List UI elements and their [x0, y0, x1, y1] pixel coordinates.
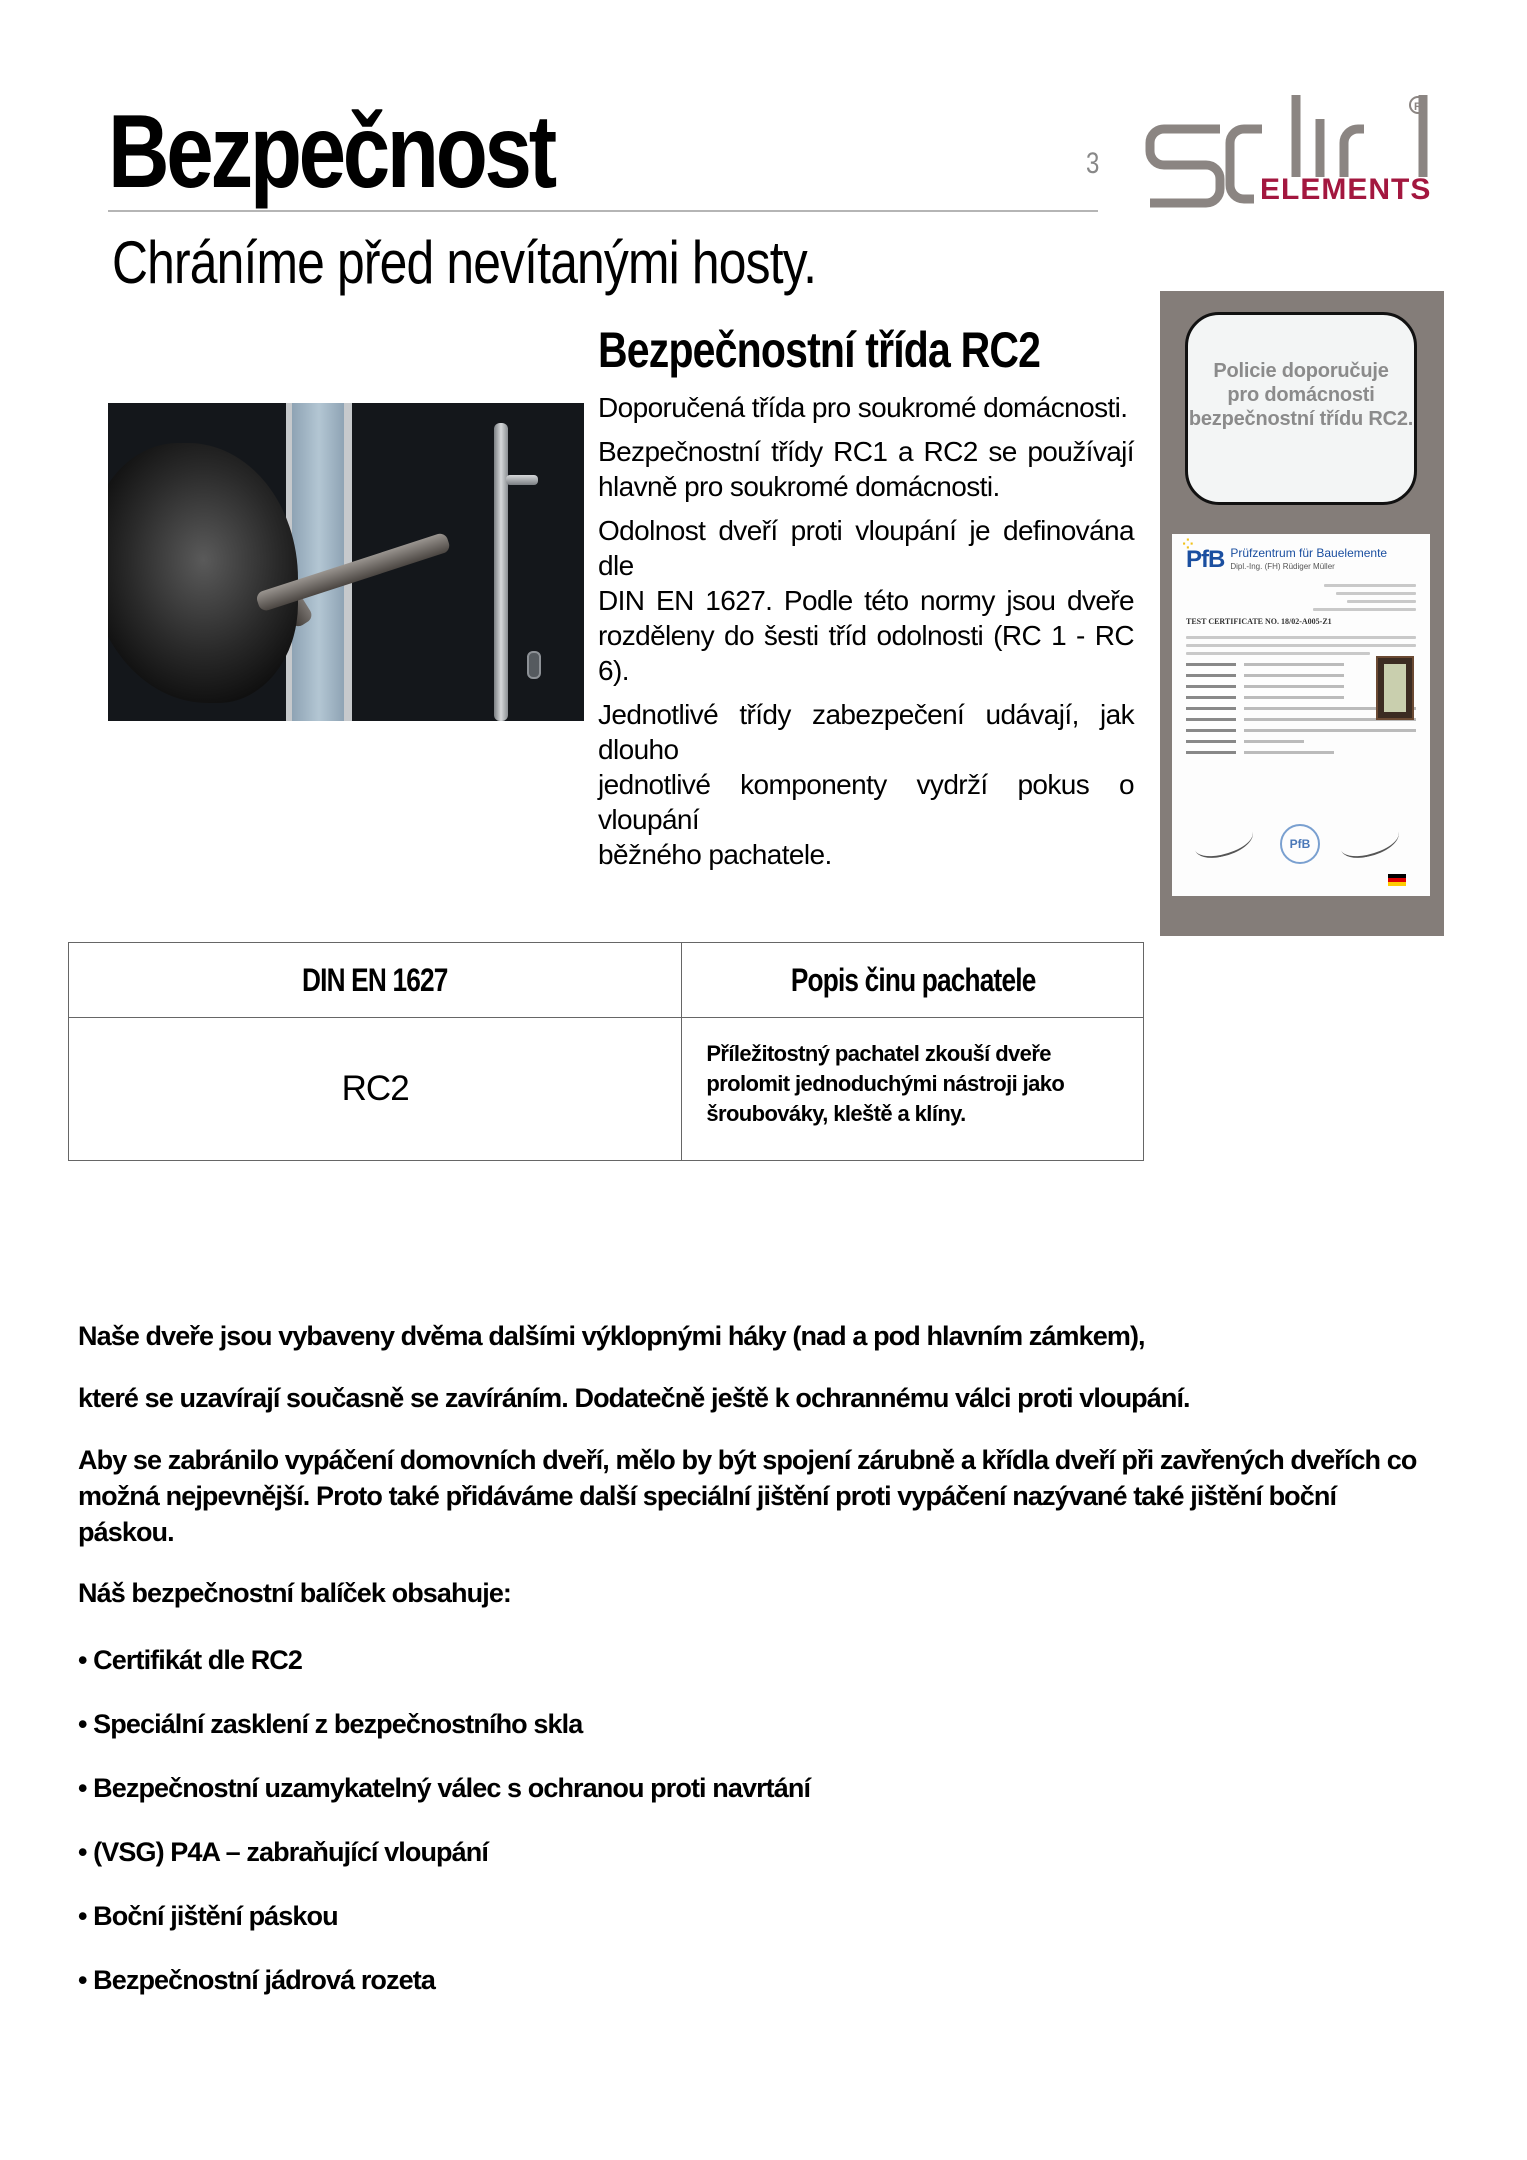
certificate-header	[1186, 546, 1416, 574]
text-line: rozděleny do šesti tříd odolnosti (RC 1 - RC 6).	[598, 620, 1134, 686]
pfb-logo: ⁘ PfB	[1186, 546, 1224, 574]
list-item: • Boční jištění páskou	[78, 1901, 338, 1931]
column-header-description	[682, 943, 1144, 1018]
rc-paragraph	[598, 434, 1134, 504]
police-recommendation-box	[1185, 312, 1417, 505]
certification-side-panel	[1160, 291, 1444, 936]
text-line: jednotlivé komponenty vydrží pokus o vloupání	[598, 769, 1134, 835]
list-item: • (VSG) P4A – zabraňující vloupání	[78, 1837, 488, 1867]
package-title: Náš bezpečnostní balíček obsahuje:	[78, 1578, 512, 1608]
rc-paragraph	[598, 513, 1134, 688]
page-subtitle: Chráníme před nevítanými hosty.	[112, 229, 817, 296]
solid-elements-logo	[1140, 95, 1440, 220]
text-line: pro domácnosti	[1227, 384, 1375, 406]
german-flag-icon	[1388, 874, 1406, 886]
page-number: 3	[1086, 147, 1100, 180]
certificate-org	[1230, 547, 1387, 573]
svg-text:R: R	[1414, 101, 1422, 113]
svg-text:ELEMENTS: ELEMENTS	[1260, 173, 1432, 206]
text-line: páskou.	[78, 1517, 174, 1547]
list-item: • Bezpečnostní uzamykatelný válec s ochranou proti navrtání	[78, 1773, 811, 1803]
security-features-text	[78, 1318, 1458, 1576]
rc-paragraph	[598, 390, 1134, 425]
text-line: Policie doporučuje	[1213, 360, 1389, 382]
header-label: DIN EN 1627	[302, 961, 448, 998]
table-header-row	[69, 943, 1144, 1018]
door-handle-arm	[506, 475, 538, 485]
text-line: DIN EN 1627. Podle této normy jsou dveře	[598, 585, 1134, 616]
page-title: Bezpečnost	[108, 94, 554, 210]
certificate-body-lines	[1186, 636, 1416, 655]
text-line: Jednotlivé třídy zabezpečení udávají, jak dlouho	[598, 699, 1134, 765]
text-line: Bezpečnostní třídy RC1 a RC2 se používají	[598, 436, 1134, 467]
test-certificate-image	[1172, 534, 1430, 896]
logo-icon	[1140, 95, 1440, 220]
column-header-din	[69, 943, 682, 1018]
pfb-seal-icon: PfB	[1280, 824, 1320, 864]
text-line: šroubováky, kleště a klíny.	[706, 1101, 966, 1126]
certificate-address-lines	[1186, 584, 1416, 611]
text-line: běžného pachatele.	[598, 839, 832, 870]
org-sub: Dipl.-Ing. (FH) Rüdiger Müller	[1230, 562, 1335, 571]
text-line: Odolnost dveří proti vloupání je definována dle	[598, 515, 1134, 581]
din-en-1627-table	[68, 942, 1144, 1161]
text-line: možná nejpevnější. Proto také přidáváme další speciální jištění proti vypáčení nazývané také jištění boční	[78, 1481, 1337, 1511]
table-row	[69, 1018, 1144, 1161]
gloved-hand	[108, 443, 298, 703]
door-handle-bar	[494, 423, 508, 721]
certificate-title: TEST CERTIFICATE NO. 18/02-A005-Z1	[1186, 617, 1332, 626]
text-line: Příležitostný pachatel zkouší dveře	[706, 1041, 1051, 1066]
title-divider	[108, 210, 1098, 212]
org-name: Prüfzentrum für Bauelemente	[1230, 546, 1388, 560]
rc-description	[598, 390, 1134, 881]
signature-icon	[1192, 820, 1257, 862]
body-paragraph	[78, 1380, 1458, 1416]
body-paragraph	[78, 1442, 1458, 1550]
list-item: • Certifikát dle RC2	[78, 1645, 303, 1675]
text-line: které se uzavírají současně se zavíráním. Dodatečně ještě k ochrannému válci proti vloupání.	[78, 1383, 1190, 1413]
resistance-class-cell: RC2	[69, 1018, 682, 1161]
text-line: Doporučená třída pro soukromé domácnosti.	[598, 392, 1128, 423]
rc-paragraph	[598, 697, 1134, 872]
package-items-list	[78, 1642, 810, 2026]
offender-description-cell	[682, 1018, 1144, 1161]
rc-class-heading: Bezpečnostní třída RC2	[598, 322, 1041, 378]
signature-icon	[1338, 820, 1403, 862]
text-line: Naše dveře jsou vybaveny dvěma dalšími výklopnými háky (nad a pod hlavním zámkem),	[78, 1321, 1145, 1351]
text-line: prolomit jednoduchými nástroji jako	[706, 1071, 1065, 1096]
door-thumbnail	[1376, 656, 1414, 720]
body-paragraph	[78, 1318, 1458, 1354]
burglar-crowbar-photo	[108, 403, 584, 721]
text-line: bezpečnostní třídu RC2.	[1188, 408, 1414, 430]
police-recommendation-text	[1189, 359, 1413, 431]
list-item: • Speciální zasklení z bezpečnostního skla	[78, 1709, 583, 1739]
header-label: Popis činu pachatele	[790, 961, 1035, 998]
door-lock-cylinder-icon	[527, 651, 541, 679]
text-line: Aby se zabránilo vypáčení domovních dveří, mělo by být spojení zárubně a křídla dveří při zavřených dveřích co	[78, 1445, 1417, 1475]
list-item: • Bezpečnostní jádrová rozeta	[78, 1965, 435, 1995]
text-line: hlavně pro soukromé domácnosti.	[598, 471, 1000, 502]
